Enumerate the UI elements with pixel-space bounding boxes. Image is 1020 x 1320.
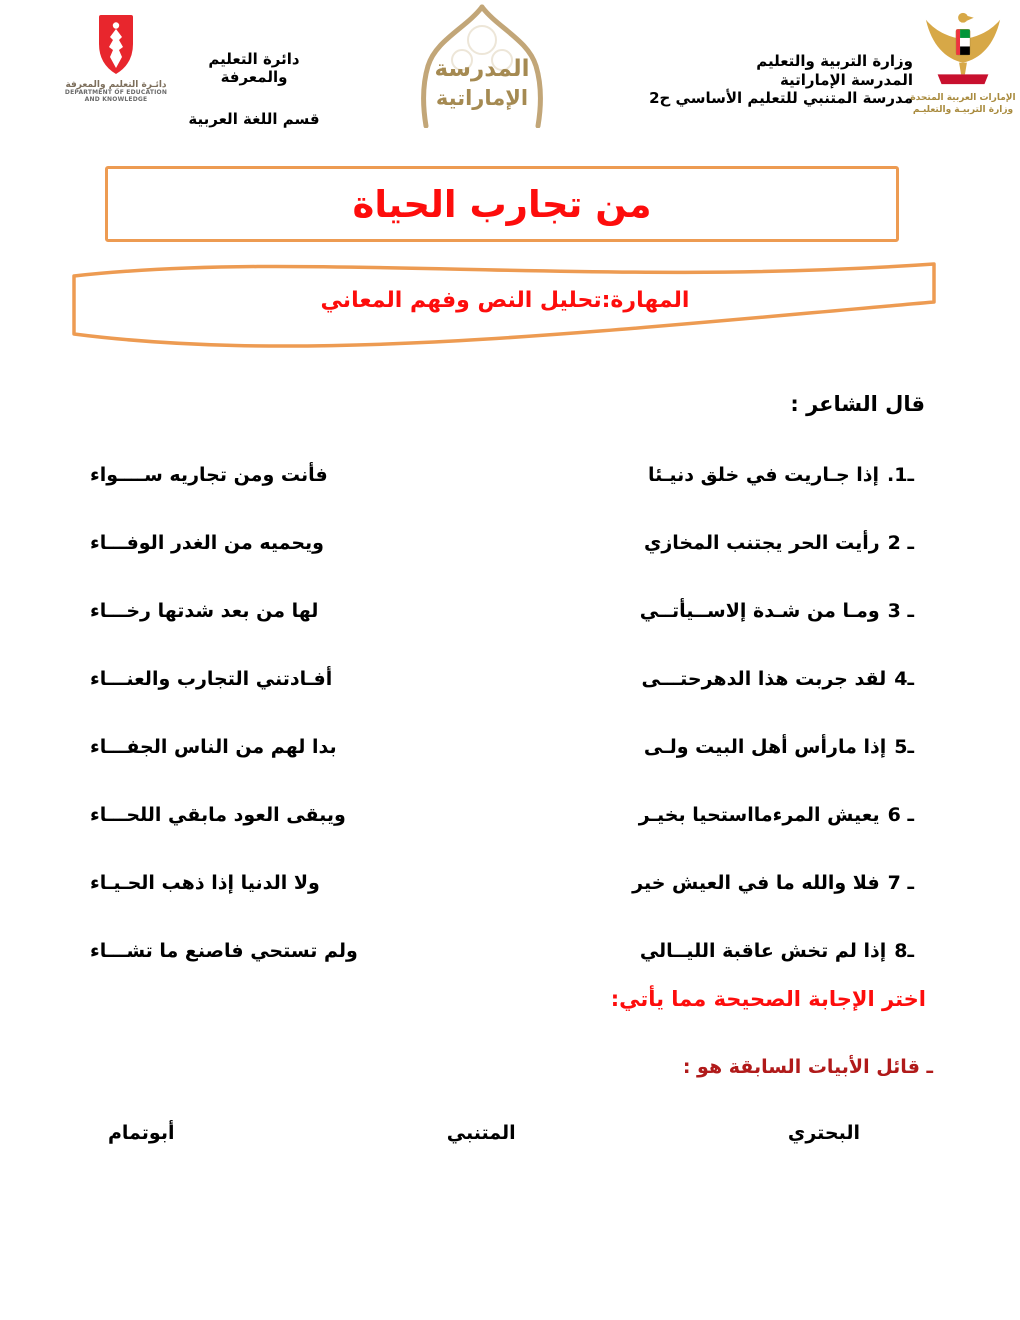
verse-first-hemistich: 3 ـومـا من شـدة إلاســيأتــي <box>639 600 914 622</box>
verse-number: 2 ـ <box>887 532 914 554</box>
option-al-buhturi[interactable]: البحتري <box>787 1122 860 1144</box>
verse-number: 8ـ <box>894 940 914 962</box>
ministry-text-block <box>643 52 913 108</box>
option-abu-tammam[interactable]: أبوتمام <box>108 1122 175 1144</box>
skill-label: المهارة:تحليل النص وفهم المعاني <box>320 288 690 313</box>
verse-first-hemistich: 2 ـرأيت الحر يجتنب المخازي <box>643 532 914 554</box>
school-system-name: المدرسة الإماراتية <box>779 70 913 89</box>
verse-number: 3 ـ <box>887 600 914 622</box>
verse-row <box>0 713 1020 781</box>
verse-first-hemistich: .1ـإذا جـاريت في خلق دنيـئا <box>648 464 914 486</box>
answer-options-row <box>0 1122 1020 1144</box>
verse-second-hemistich: فأنت ومن تجاريه ســــواء <box>90 464 328 486</box>
verse-second-hemistich: ولم تستحي فاصنع ما تشـــاء <box>90 940 358 962</box>
verse-first-hemistich: 5ـإذا مارأس أهل البيت ولـى <box>643 736 914 758</box>
verse-row <box>0 917 1020 985</box>
verse-number: 5ـ <box>894 736 914 758</box>
verse-number: 6 ـ <box>887 804 914 826</box>
verse-row <box>0 645 1020 713</box>
poem-intro: قال الشاعر : <box>790 392 925 416</box>
verse-first-hemistich: 8ـإذا لم تخش عاقبة الليــالي <box>639 940 914 962</box>
option-al-mutanabbi[interactable]: المتنبي <box>446 1122 516 1144</box>
adek-caption-english-1: DEPARTMENT OF EDUCATION <box>64 89 168 97</box>
poem-block <box>0 441 1020 985</box>
choose-answer-prompt: اختر الإجابة الصحيحة مما يأتي: <box>610 987 926 1011</box>
skill-banner <box>68 252 942 356</box>
verse-second-hemistich: ويحميه من الغدر الوفـــاء <box>90 532 324 554</box>
verse-row <box>0 781 1020 849</box>
adek-shield-icon <box>97 14 135 76</box>
verse-second-hemistich: أفـادتني التجارب والعنـــاء <box>90 668 333 690</box>
uae-emblem-caption <box>908 92 1018 116</box>
arabic-section-name: قسم اللغة العربية <box>188 110 320 128</box>
lesson-title-box <box>105 166 899 242</box>
verse-first-hemistich: 6 ـيعيش المرءمااستحيا بخيـر <box>638 804 914 826</box>
verse-second-hemistich: ولا الدنيا إذا ذهب الحـيـاء <box>90 872 320 894</box>
verse-row <box>0 577 1020 645</box>
lesson-title: من تجارب الحياة <box>352 182 652 226</box>
verse-first-hemistich: 4ـلقد جربت هذا الدهرحتـــى <box>641 668 914 690</box>
uae-falcon-emblem-icon <box>922 8 1004 90</box>
school-logo-text-line2: الإماراتية <box>435 86 529 110</box>
uae-caption-line1: الإمارات العربية المتحدة <box>910 93 1016 103</box>
adek-caption-arabic: دائـرة التعليم والمعرفة <box>65 80 167 90</box>
adek-caption-english-2: AND KNOWLEDGE <box>84 96 148 104</box>
verse-row <box>0 849 1020 917</box>
uae-caption-line2: وزارة التربيـة والتعليـم <box>912 105 1014 115</box>
verse-second-hemistich: بدا لهم من الناس الجفـــاء <box>90 736 337 758</box>
verse-number: .1ـ <box>887 464 914 486</box>
verse-number: 4ـ <box>894 668 914 690</box>
school-logo-text-line1: المدرسة <box>434 56 530 82</box>
verse-first-hemistich: 7 ـفلا والله ما في العيش خير <box>632 872 914 894</box>
adek-logo-caption <box>60 80 172 104</box>
verse-row <box>0 441 1020 509</box>
poet-identity-question: ـ قائل الأبيات السابقة هو : <box>682 1056 933 1078</box>
department-text-block <box>176 50 332 128</box>
verse-row <box>0 509 1020 577</box>
verse-second-hemistich: ويبقى العود مابقي اللحـــاء <box>90 804 346 826</box>
ministry-name: وزارة التربية والتعليم <box>756 52 913 70</box>
verse-number: 7 ـ <box>887 872 914 894</box>
department-name: دائرة التعليم والمعرفة <box>208 50 300 86</box>
verse-second-hemistich: لها من بعد شدتها رخـــاء <box>90 600 319 622</box>
school-name: مدرسة المتنبي للتعليم الأساسي ح2 <box>649 89 913 107</box>
